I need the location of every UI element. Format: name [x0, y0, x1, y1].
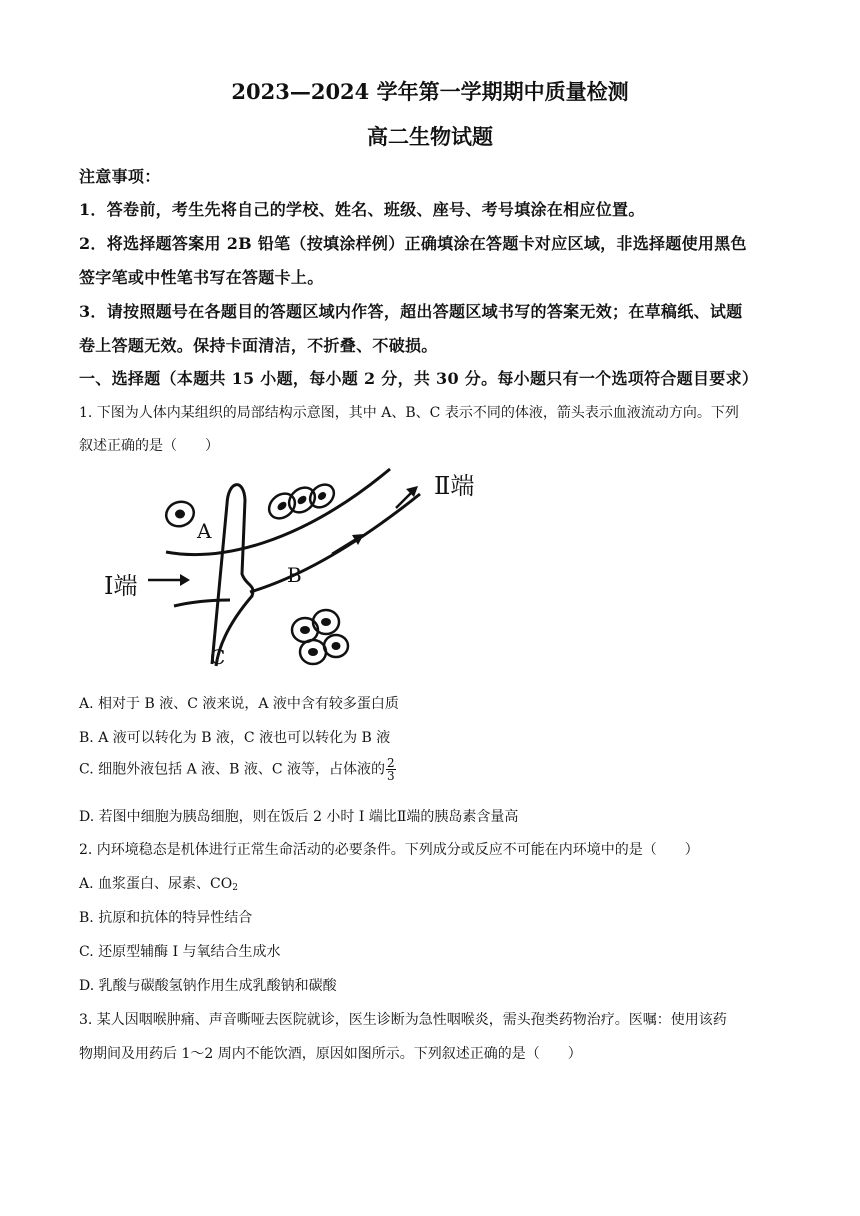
label-end-2: Ⅱ端	[434, 472, 475, 500]
q1-option-c	[79, 757, 396, 782]
fraction-two-thirds	[386, 757, 396, 782]
tissue-cell-a	[163, 498, 198, 530]
q1-option-d: D. 若图中细胞为胰岛细胞，则在饭后 2 小时 I 端比Ⅱ端的胰岛素含量高	[79, 809, 519, 825]
q1-stem-line-1: 1. 下图为人体内某组织的局部结构示意图，其中 A、B、C 表示不同的体液，箭头表示血液流动方向。下列	[79, 405, 739, 421]
q1-option-a: A. 相对于 B 液、C 液来说，A 液中含有较多蛋白质	[79, 696, 399, 712]
notice-item-3-line-1: 3．请按照题号在各题目的答题区域内作答，超出答题区域书写的答案无效；在草稿纸、试题	[79, 302, 743, 321]
tissue-cells-cluster	[292, 610, 348, 664]
label-end-1: Ⅰ端	[104, 572, 138, 600]
lymph-capillary	[212, 485, 253, 666]
q2-option-a-text: A. 血浆蛋白、尿素、CO	[79, 876, 233, 892]
flow-arrow-left	[148, 574, 190, 586]
q3-stem-line-1: 3. 某人因咽喉肿痛、声音嘶哑去医院就诊，医生诊断为急性咽喉炎，需头孢类药物治疗。医嘱：使用该药	[79, 1012, 727, 1028]
q2-option-b: B. 抗原和抗体的特异性结合	[79, 910, 253, 926]
flow-arrow-middle	[332, 534, 364, 554]
q1-stem-line-2: 叙述正确的是（ ）	[79, 438, 219, 454]
fraction-numerator: 2	[387, 756, 395, 770]
exam-title: 2023—2024 学年第一学期期中质量检测	[231, 79, 629, 104]
notice-item-2-line-1: 2．将选择题答案用 2B 铅笔（按填涂样例）正确填涂在答题卡对应区域，非选择题使用黑色	[79, 234, 747, 253]
q1-option-b: B. A 液可以转化为 B 液，C 液也可以转化为 B 液	[79, 730, 391, 746]
q2-option-c: C. 还原型辅酶 I 与氧结合生成水	[79, 944, 281, 960]
notice-heading: 注意事项：	[79, 167, 161, 186]
label-c: C	[210, 645, 226, 669]
notice-item-1: 1．答卷前，考生先将自己的学校、姓名、班级、座号、考号填涂在相应位置。	[79, 200, 645, 219]
notice-item-3-line-2: 卷上答题无效。保持卡面清洁，不折叠、不破损。	[79, 336, 438, 355]
q2-option-d: D. 乳酸与碳酸氢钠作用生成乳酸钠和碳酸	[79, 978, 337, 994]
q3-stem-line-2: 物期间及用药后 1～2 周内不能饮酒，原因如图所示。下列叙述正确的是（ ）	[79, 1046, 582, 1062]
q1-option-c-text: C. 细胞外液包括 A 液、B 液、C 液等，占体液的	[79, 761, 386, 778]
fraction-denominator: 3	[387, 769, 395, 783]
notice-item-2-line-2: 签字笔或中性笔书写在答题卡上。	[79, 268, 324, 287]
section-heading: 一、选择题（本题共 15 小题，每小题 2 分，共 30 分。每小题只有一个选项符合题目要求）	[79, 369, 759, 388]
exam-subtitle: 高二生物试题	[367, 124, 493, 149]
q2-stem: 2. 内环境稳态是机体进行正常生命活动的必要条件。下列成分或反应不可能在内环境中的是（ ）	[79, 842, 699, 858]
q2-option-a	[79, 873, 238, 893]
capillary-lower-wall-left	[174, 600, 230, 606]
label-b: B	[287, 563, 302, 587]
blood-cells	[264, 480, 338, 523]
q2-option-a-subscript: 2	[232, 883, 238, 893]
label-a: A	[197, 519, 212, 543]
q1-tissue-diagram	[100, 464, 500, 676]
